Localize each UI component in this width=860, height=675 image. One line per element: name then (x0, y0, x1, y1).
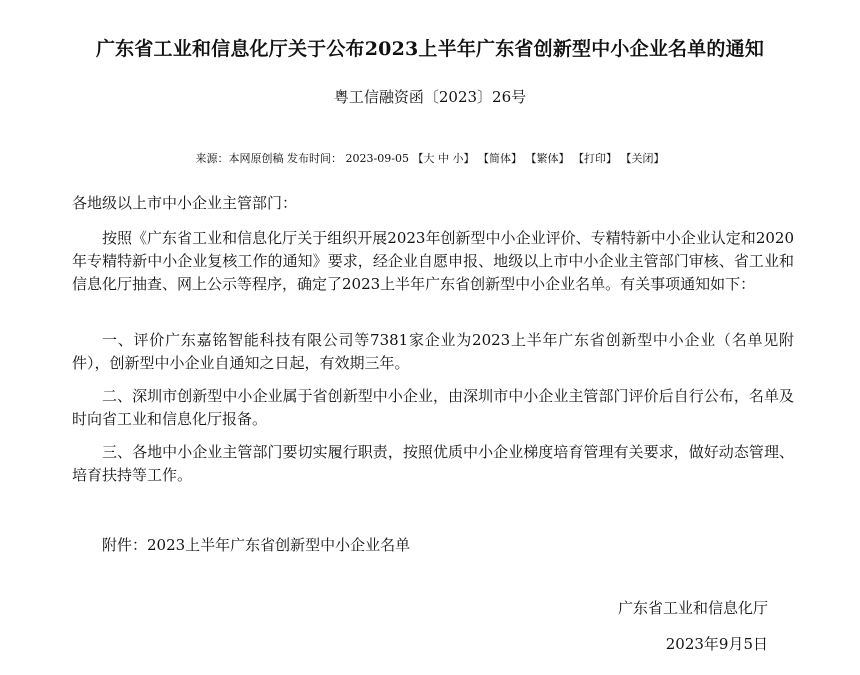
attachment-link[interactable]: 附件：2023上半年广东省创新型中小企业名单 (102, 536, 411, 554)
font-size-bracket-open: 【 (412, 152, 424, 165)
font-size-medium-link[interactable]: 中 (437, 152, 449, 165)
traditional-chinese-link[interactable]: 【繁体】 (525, 152, 570, 165)
close-link[interactable]: 【关闭】 (620, 152, 665, 165)
published-date: 2023-09-05 (345, 152, 409, 165)
article-meta-bar (0, 150, 860, 166)
simplified-chinese-link[interactable]: 【简体】 (477, 152, 522, 165)
addressee: 各地级以上市中小企业主管部门： (72, 194, 298, 212)
source-label: 来源：本网原创稿 (195, 152, 284, 165)
issue-date: 2023年9月5日 (665, 635, 768, 653)
font-size-small-link[interactable]: 小 (452, 152, 464, 165)
body-paragraph-item-1: 一、评价广东嘉铭智能科技有限公司等7381家企业为2023上半年广东省创新型中小企业（名单见附件），创新型中小企业自通知之日起，有效期三年。 (72, 331, 794, 372)
issuing-authority: 广东省工业和信息化厅 (617, 599, 768, 617)
document-number: 粤工信融资函〔2023〕26号 (333, 88, 527, 106)
body-paragraph-intro: 按照《广东省工业和信息化厅关于组织开展2023年创新型中小企业评价、专精特新中小企业认定和2020年专精特新中小企业复核工作的通知》要求，经企业自愿申报、地级以上市中小企业主管部门审核、省工业和信息化厅抽查、网上公示等程序，确定了2023上半年广东省创新型中小企业名单。有关事项通知如下： (72, 229, 794, 293)
notice-title: 广东省工业和信息化厅关于公布2023上半年广东省创新型中小企业名单的通知 (95, 38, 765, 60)
font-size-large-link[interactable]: 大 (423, 152, 435, 165)
body-paragraph-item-3: 三、各地中小企业主管部门要切实履行职责，按照优质中小企业梯度培育管理有关要求，做好动态管理、培育扶持等工作。 (72, 443, 794, 484)
font-size-bracket-close: 】 (463, 152, 475, 165)
published-label: 发布时间： (287, 152, 343, 165)
body-paragraph-item-2: 二、深圳市创新型中小企业属于省创新型中小企业，由深圳市中小企业主管部门评价后自行公布，名单及时向省工业和信息化厅报备。 (72, 387, 794, 428)
print-link[interactable]: 【打印】 (572, 152, 617, 165)
